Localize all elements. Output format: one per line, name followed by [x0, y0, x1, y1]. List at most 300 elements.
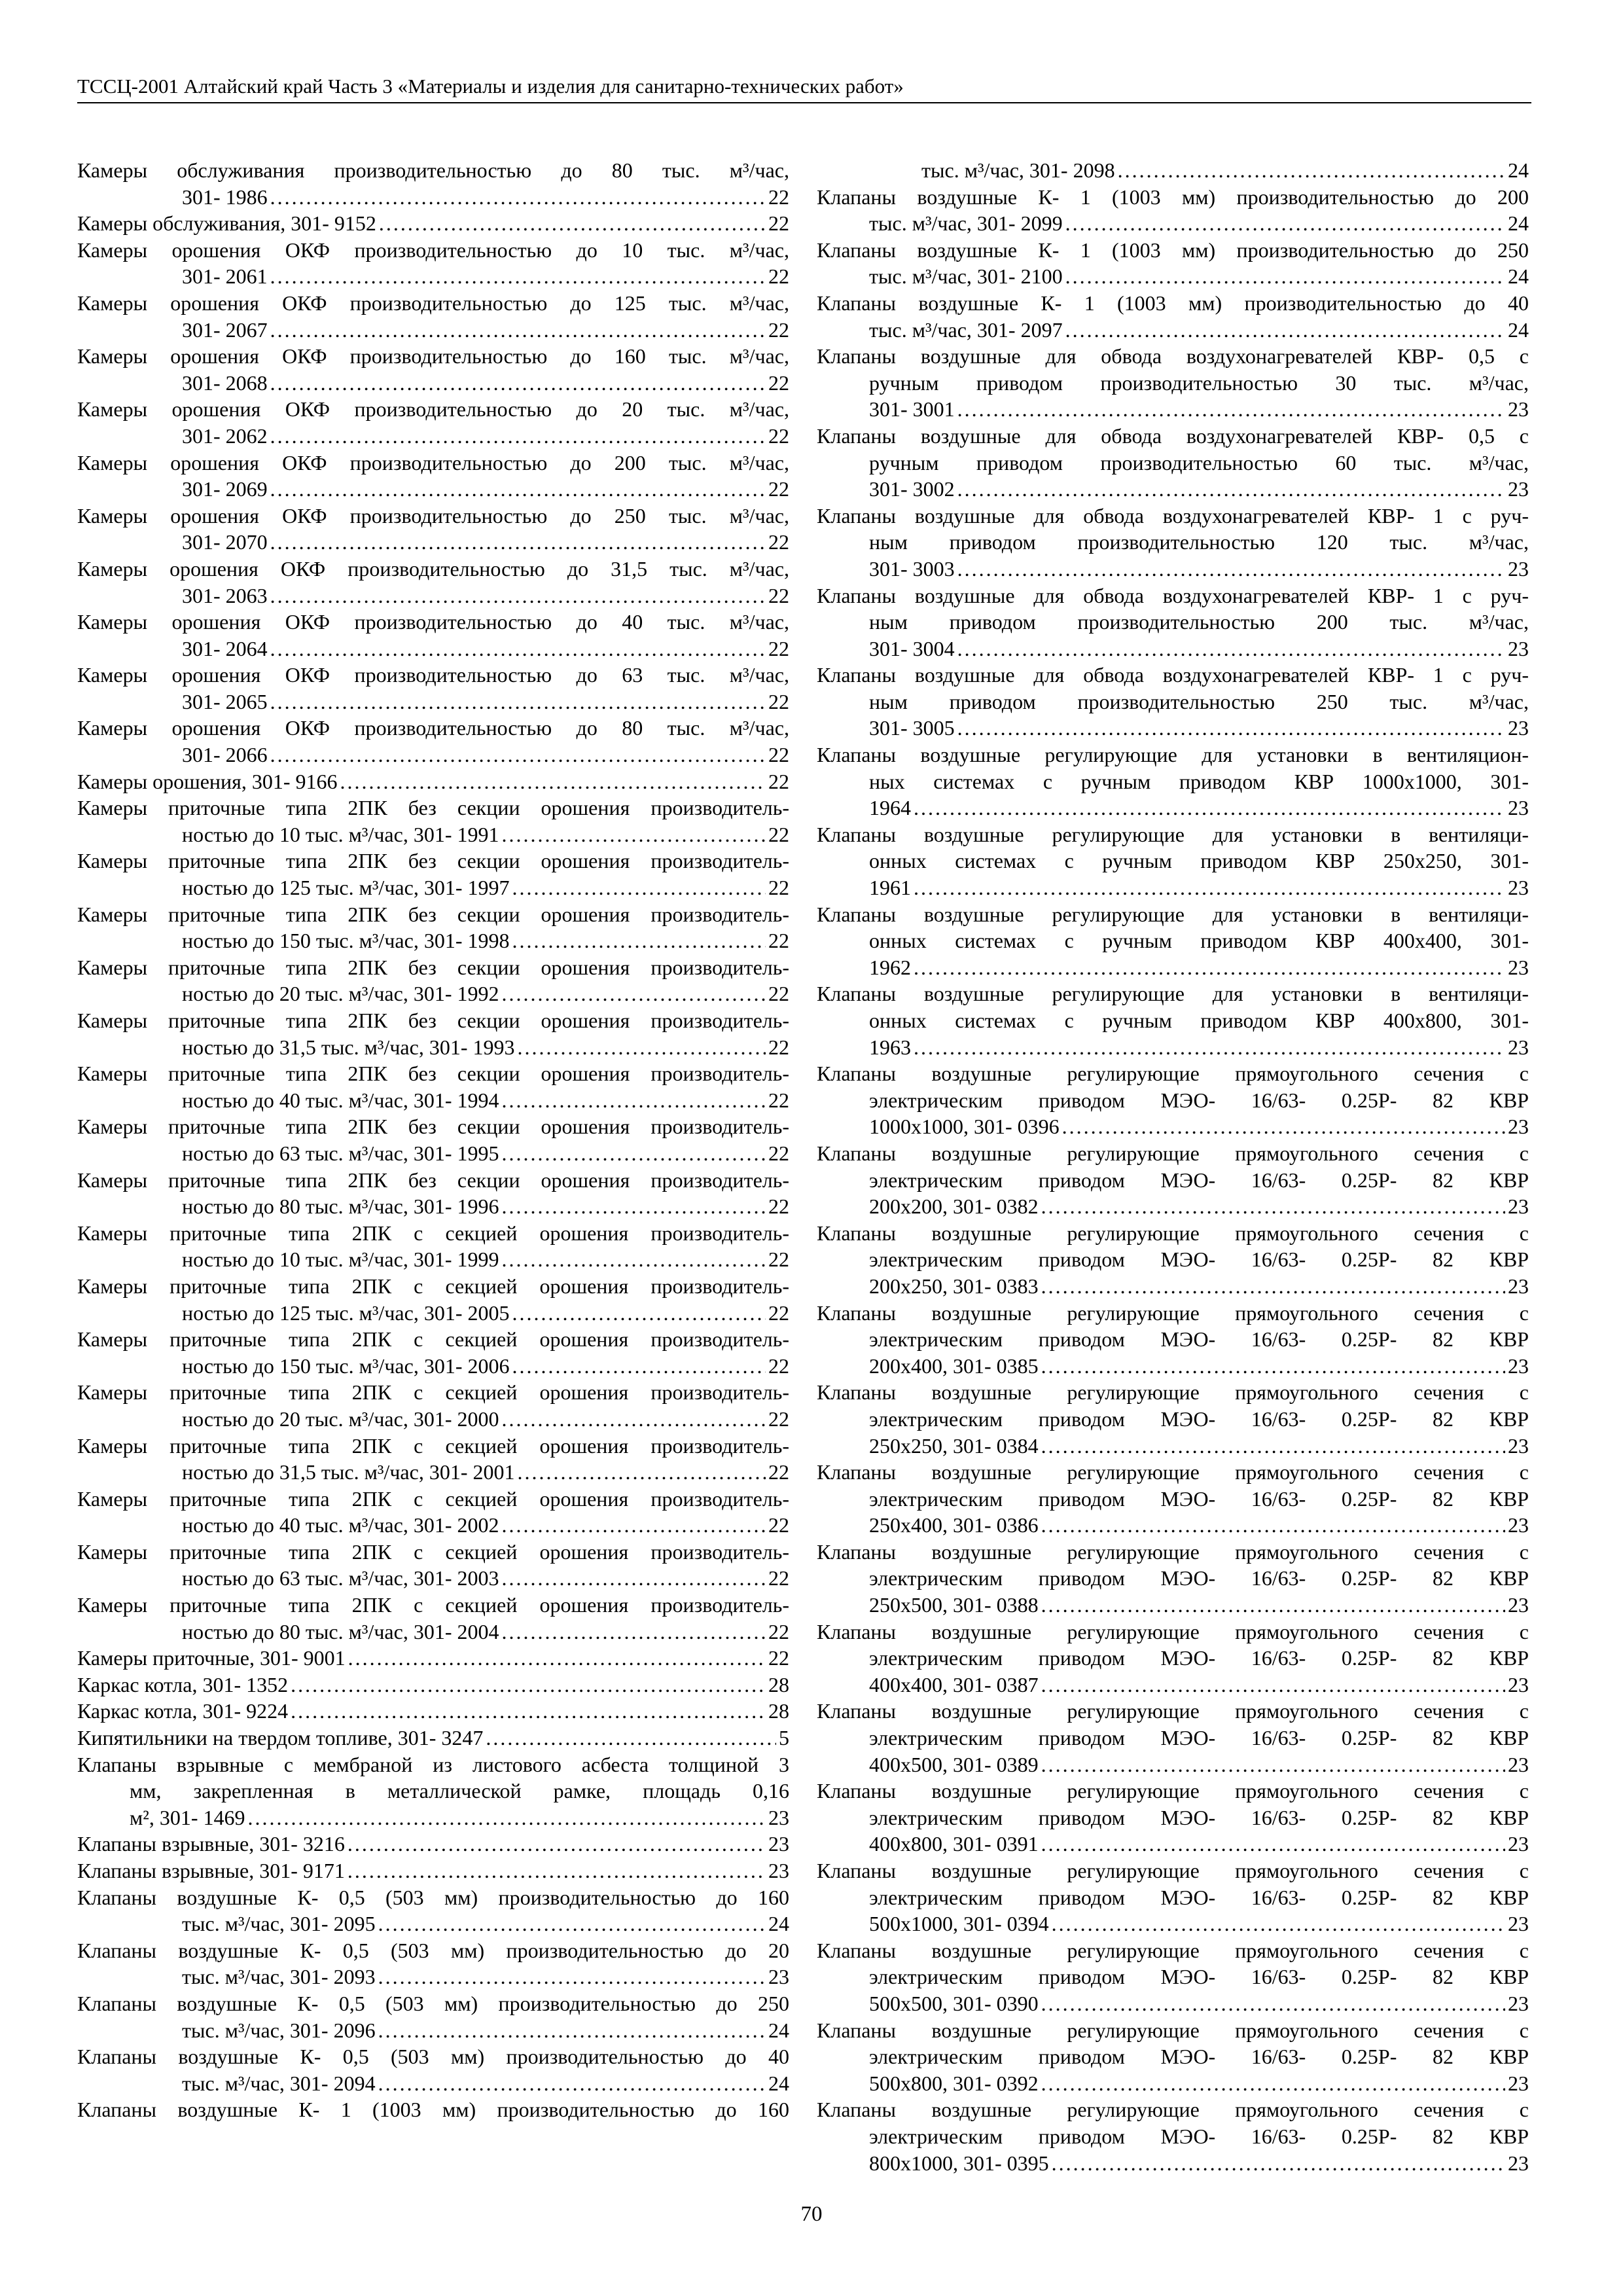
index-entry-line: мм, закрепленная в металлической рамке, площадь 0,16 — [130, 1779, 789, 1803]
index-entry-last-line — [182, 821, 789, 848]
index-entry-page: 23 — [1508, 1752, 1529, 1776]
index-entry-text: 301- 3001 — [869, 397, 955, 422]
index-entry-text: ностью до 125 тыс. м³/час, 301- 1997 — [182, 876, 510, 900]
index-entry-last-line — [182, 1459, 789, 1486]
index-entry-last-line — [869, 954, 1529, 981]
index-entry-text: тыс. м³/час, 301- 2098 — [921, 158, 1115, 182]
index-entry-text: 1000х1000, 301- 0396 — [869, 1115, 1060, 1139]
index-entry-line: Клапаны воздушные К- 0,5 (503 мм) производительностью до 20 — [77, 1938, 789, 1962]
index-entry-line: Камеры орошения ОКФ производительностью до 63 тыс. м³/час, — [77, 663, 789, 687]
index-entry-page: 22 — [768, 1460, 789, 1484]
index-entry-line: ных системах с ручным приводом КВР 1000х1000, 301- — [869, 769, 1529, 793]
index-entry-page: 23 — [768, 1832, 789, 1856]
index-entry-text: 500х1000, 301- 0394 — [869, 1912, 1049, 1936]
index-entry-line: Камеры орошения ОКФ производительностью до 20 тыс. м³/час, — [77, 397, 789, 422]
index-entry-page: 22 — [768, 929, 789, 953]
index-entry-line: Клапаны воздушные для обвода воздухонагревателей КВР- 0,5 с — [817, 423, 1529, 448]
index-entry-line: Камеры приточные типа 2ПК без секции орошения производитель- — [77, 1062, 789, 1086]
index-entry-line: Клапаны воздушные К- 1 (1003 мм) производительностью до 40 — [817, 291, 1529, 315]
index-entry — [77, 1379, 789, 1432]
index-entry-line: Камеры приточные типа 2ПК без секции орошения производитель- — [77, 1009, 789, 1032]
index-entry-page: 22 — [768, 423, 789, 448]
index-entry-page: 22 — [768, 636, 789, 660]
index-entry-line: Клапаны воздушные для обвода воздухонагревателей КВР- 1 с руч- — [817, 663, 1529, 687]
index-entry-page: 22 — [768, 1566, 789, 1590]
index-entry-text: 1964 — [869, 796, 911, 820]
index-entry-page: 22 — [768, 1300, 789, 1325]
index-entry-page: 23 — [1508, 1513, 1529, 1537]
index-entry-text: 301- 2070 — [182, 530, 268, 554]
index-entry-text: тыс. м³/час, 301- 2099 — [869, 211, 1063, 236]
index-entry-page: 28 — [768, 1672, 789, 1696]
index-entry-text: тыс. м³/час, 301- 2093 — [182, 1965, 376, 1989]
leader-dots — [501, 1087, 766, 1114]
index-entry-last-line — [182, 1910, 789, 1937]
leader-dots — [1062, 1113, 1505, 1140]
index-entry-page: 23 — [1508, 556, 1529, 581]
index-entry-line: Камеры приточные типа 2ПК с секцией орошения производитель- — [77, 1327, 789, 1352]
index-entry-last-line — [869, 263, 1529, 290]
index-entry — [77, 1433, 789, 1486]
index-entry-page: 22 — [768, 769, 789, 793]
index-entry-text: ностью до 80 тыс. м³/час, 301- 1996 — [182, 1194, 499, 1219]
index-entry-page: 22 — [768, 185, 789, 209]
index-entry-last-line — [869, 1831, 1529, 1857]
index-entry-text: 1961 — [869, 876, 911, 900]
index-entry-line: Клапаны воздушные для обвода воздухонагревателей КВР- 1 с руч- — [817, 503, 1529, 528]
leader-dots — [1041, 2070, 1505, 2097]
index-entry-page: 22 — [768, 1646, 789, 1670]
index-entry-page: 22 — [768, 1035, 789, 1059]
index-entry — [77, 795, 789, 848]
index-entry-last-line — [869, 1751, 1529, 1778]
index-entry-text: 301- 2067 — [182, 317, 268, 342]
index-entry — [77, 2096, 789, 2123]
index-entry-last-line — [182, 423, 789, 450]
index-entry-page: 23 — [1508, 2071, 1529, 2095]
index-entry-page: 24 — [1508, 317, 1529, 342]
index-entry-line: электрическим приводом МЭО- 16/63- 0.25Р- 82 КВР — [869, 1885, 1529, 1909]
index-entry-text: ностью до 150 тыс. м³/час, 301- 1998 — [182, 929, 510, 953]
index-entry-last-line — [182, 1353, 789, 1380]
leader-dots — [501, 821, 766, 848]
leader-dots — [270, 423, 766, 450]
index-entry — [817, 1857, 1529, 1937]
index-entry — [817, 423, 1529, 503]
index-entry-last-line — [869, 1193, 1529, 1220]
index-entry-text: 301- 2064 — [182, 636, 268, 660]
index-entry-line: Камеры орошения ОКФ производительностью до 160 тыс. м³/час, — [77, 344, 789, 368]
index-entry-last-line — [869, 1512, 1529, 1539]
leader-dots — [1041, 1831, 1505, 1857]
index-entry-text: Кипятильники на твердом топливе, 301- 3247 — [77, 1726, 484, 1750]
index-entry-page: 23 — [1508, 1912, 1529, 1936]
index-entry — [77, 1007, 789, 1060]
leader-dots — [1041, 1672, 1505, 1698]
index-entry-text: ностью до 63 тыс. м³/час, 301- 1995 — [182, 1141, 499, 1165]
index-entry — [817, 1220, 1529, 1300]
index-entry — [817, 503, 1529, 583]
index-entry-line: Камеры приточные типа 2ПК без секции орошения производитель- — [77, 849, 789, 873]
leader-dots — [957, 396, 1505, 423]
index-entry-line: Клапаны воздушные регулирующие для установки в вентиляци- — [817, 982, 1529, 1006]
index-entry — [77, 1698, 789, 1725]
index-entry-text: Каркас котла, 301- 1352 — [77, 1672, 289, 1696]
index-entry-last-line — [182, 1087, 789, 1114]
index-entry-text: 301- 2063 — [182, 583, 268, 607]
index-entry-line: Камеры обслуживания производительностью до 80 тыс. м³/час, — [77, 158, 789, 182]
index-entry-page: 22 — [768, 1141, 789, 1165]
leader-dots — [512, 1300, 766, 1327]
index-entry-last-line — [77, 210, 789, 237]
index-entry-last-line — [869, 1592, 1529, 1619]
leader-dots — [1065, 263, 1505, 290]
index-entry — [77, 1592, 789, 1645]
index-entry-page: 22 — [768, 1194, 789, 1219]
index-entry-last-line — [869, 317, 1529, 344]
index-entry-line: Клапаны воздушные для обвода воздухонагревателей КВР- 0,5 с — [817, 344, 1529, 368]
index-entry-last-line — [182, 1406, 789, 1433]
index-entry-page: 23 — [1508, 1991, 1529, 2015]
index-entry — [77, 1751, 789, 1831]
index-entry-page: 23 — [1508, 1115, 1529, 1139]
index-entry-last-line — [869, 1910, 1529, 1937]
leader-dots — [1041, 1751, 1505, 1778]
index-entry — [77, 1884, 789, 1937]
leader-dots — [270, 636, 766, 662]
index-entry — [77, 237, 789, 290]
index-entry-text: 301- 2061 — [182, 264, 268, 289]
index-entry-page: 22 — [768, 1407, 789, 1431]
index-entry-line: Клапаны воздушные К- 1 (1003 мм) производительностью до 200 — [817, 185, 1529, 209]
index-entry-page: 24 — [1508, 264, 1529, 289]
index-entry-text: 400х800, 301- 0391 — [869, 1832, 1039, 1856]
index-entry-text: 301- 3002 — [869, 477, 955, 501]
index-entry-line: электрическим приводом МЭО- 16/63- 0.25Р- 82 КВР — [869, 2124, 1529, 2148]
index-entry-line: Клапаны воздушные регулирующие прямоугольного сечения с — [817, 1062, 1529, 1086]
index-entry-last-line — [869, 2070, 1529, 2097]
index-entry-line: Камеры орошения ОКФ производительностью до 40 тыс. м³/час, — [77, 610, 789, 634]
index-entry-last-line — [77, 1725, 789, 1751]
leader-dots — [270, 529, 766, 556]
index-entry-text: ностью до 31,5 тыс. м³/час, 301- 1993 — [182, 1035, 515, 1059]
index-entry-text: 301- 2062 — [182, 423, 268, 448]
index-entry-last-line — [869, 1034, 1529, 1061]
index-entry — [817, 1619, 1529, 1698]
index-entry-page: 22 — [768, 1354, 789, 1378]
index-entry-line: Клапаны воздушные регулирующие прямоугольного сечения с — [817, 1300, 1529, 1325]
index-entry-line: Клапаны воздушные регулирующие прямоугольного сечения с — [817, 1460, 1529, 1484]
index-entry — [77, 1539, 789, 1592]
index-entry-last-line — [869, 476, 1529, 503]
index-entry-page: 24 — [768, 1912, 789, 1936]
index-entry — [77, 1273, 789, 1326]
index-entry-line: ным приводом производительностью 200 тыс. м³/час, — [869, 610, 1529, 634]
leader-dots — [517, 1034, 766, 1061]
leader-dots — [270, 370, 766, 397]
index-entry-page: 23 — [1508, 1035, 1529, 1059]
index-entry-line: ручным приводом производительностью 30 тыс. м³/час, — [869, 370, 1529, 395]
index-entry-page: 22 — [768, 1247, 789, 1272]
index-entry-page: 22 — [768, 822, 789, 846]
index-entry-text: ностью до 150 тыс. м³/час, 301- 2006 — [182, 1354, 510, 1378]
index-entry-line: Камеры орошения ОКФ производительностью до 200 тыс. м³/час, — [77, 450, 789, 475]
index-entry-line: Камеры приточные типа 2ПК с секцией орошения производитель- — [77, 1221, 789, 1245]
index-entry-page: 22 — [768, 1088, 789, 1112]
index-entry-text: тыс. м³/час, 301- 2096 — [182, 2018, 376, 2042]
index-entry-page: 24 — [1508, 211, 1529, 236]
index-entry — [817, 343, 1529, 423]
index-entry-text: тыс. м³/час, 301- 2095 — [182, 1912, 376, 1936]
index-entry-text: ностью до 40 тыс. м³/час, 301- 1994 — [182, 1088, 499, 1112]
index-entry — [817, 1300, 1529, 1380]
leader-dots — [270, 476, 766, 503]
leader-dots — [1041, 1512, 1505, 1539]
index-entry-last-line — [182, 476, 789, 503]
index-entry — [817, 1778, 1529, 1857]
index-entry-page: 22 — [768, 1619, 789, 1643]
index-entry — [77, 954, 789, 1007]
leader-dots — [379, 210, 766, 237]
leader-dots — [501, 1565, 766, 1592]
leader-dots — [914, 874, 1505, 901]
index-entry-last-line — [182, 1619, 789, 1645]
index-entry-last-line — [182, 2070, 789, 2097]
leader-dots — [270, 583, 766, 609]
leader-dots — [1118, 157, 1505, 184]
index-entry-last-line — [182, 1964, 789, 1990]
leader-dots — [1041, 1990, 1505, 2017]
index-entry-line: Камеры приточные типа 2ПК без секции орошения производитель- — [77, 902, 789, 926]
index-entry — [817, 237, 1529, 290]
index-entry — [77, 450, 789, 503]
index-entry — [817, 1459, 1529, 1539]
index-column-left — [77, 157, 789, 2123]
index-entry — [817, 1060, 1529, 1140]
index-entry-line: Клапаны воздушные регулирующие прямоугольного сечения с — [817, 1779, 1529, 1803]
index-entry-page: 22 — [768, 689, 789, 713]
index-entry-last-line — [77, 1857, 789, 1884]
index-entry-last-line — [182, 874, 789, 901]
index-entry — [817, 184, 1529, 237]
index-entry-last-line — [182, 1565, 789, 1592]
index-entry-text: 400х400, 301- 0387 — [869, 1672, 1039, 1696]
index-entry-text: тыс. м³/час, 301- 2094 — [182, 2071, 376, 2095]
index-entry-page: 23 — [1508, 796, 1529, 820]
index-entry-page: 22 — [768, 264, 789, 289]
index-entry-last-line — [182, 529, 789, 556]
index-entry — [77, 396, 789, 449]
index-entry-line: Клапаны воздушные регулирующие прямоугольного сечения с — [817, 2098, 1529, 2122]
index-entry-last-line — [182, 1246, 789, 1273]
index-entry — [817, 1698, 1529, 1778]
index-entry — [77, 1167, 789, 1220]
index-entry-page: 23 — [1508, 716, 1529, 740]
index-entry-last-line — [182, 636, 789, 662]
index-entry — [817, 290, 1529, 343]
index-entry-line: Камеры приточные типа 2ПК с секцией орошения производитель- — [77, 1274, 789, 1298]
index-entry-text: 200х400, 301- 0385 — [869, 1354, 1039, 1378]
index-entry-page: 23 — [1508, 955, 1529, 979]
index-entry-line: Клапаны воздушные регулирующие прямоугольного сечения с — [817, 1859, 1529, 1882]
index-entry-page: 22 — [768, 530, 789, 554]
index-entry — [77, 1060, 789, 1113]
leader-dots — [1041, 1592, 1505, 1619]
leader-dots — [1041, 1433, 1505, 1460]
index-entry-text: 1963 — [869, 1035, 911, 1059]
index-entry-line: Клапаны воздушные К- 0,5 (503 мм) производительностью до 250 — [77, 1991, 789, 2015]
index-entry-page: 23 — [1508, 1433, 1529, 1458]
index-entry-page: 22 — [768, 876, 789, 900]
index-entry-line: электрическим приводом МЭО- 16/63- 0.25Р- 82 КВР — [869, 1407, 1529, 1431]
index-entry-last-line — [182, 370, 789, 397]
index-entry-page: 23 — [1508, 1672, 1529, 1696]
index-entry-line: электрическим приводом МЭО- 16/63- 0.25Р- 82 КВР — [869, 2045, 1529, 2069]
index-entry-text: 400х500, 301- 0389 — [869, 1752, 1039, 1776]
index-entry-text: 250х250, 301- 0384 — [869, 1433, 1039, 1458]
index-entry — [77, 1113, 789, 1166]
leader-dots — [501, 1140, 766, 1167]
index-entry-line: Клапаны воздушные регулирующие прямоугольного сечения с — [817, 2018, 1529, 2042]
index-entry-page: 23 — [1508, 1194, 1529, 1219]
index-entry-line: Клапаны воздушные регулирующие прямоугольного сечения с — [817, 1141, 1529, 1165]
index-entry — [817, 157, 1529, 184]
index-entry — [817, 742, 1529, 821]
index-entry-page: 24 — [1508, 158, 1529, 182]
index-entry-line: Клапаны воздушные регулирующие прямоугольного сечения с — [817, 1619, 1529, 1643]
leader-dots — [270, 317, 766, 344]
index-entry-text: 1962 — [869, 955, 911, 979]
leader-dots — [378, 2070, 766, 2097]
leader-dots — [378, 1964, 766, 1990]
index-entry-text: ностью до 31,5 тыс. м³/час, 301- 2001 — [182, 1460, 515, 1484]
index-entry — [77, 1857, 789, 1884]
index-entry-text: 301- 3004 — [869, 636, 955, 660]
index-entry-page: 23 — [1508, 1274, 1529, 1298]
index-entry-last-line — [182, 980, 789, 1007]
index-entry — [77, 1486, 789, 1539]
index-entry-line: Клапаны воздушные К- 1 (1003 мм) производительностью до 160 — [77, 2098, 789, 2122]
index-entry — [77, 343, 789, 396]
index-entry-last-line — [182, 1193, 789, 1220]
index-entry — [817, 821, 1529, 901]
index-column-right — [817, 157, 1529, 2176]
index-entry-line: Камеры приточные типа 2ПК без секции орошения производитель- — [77, 1115, 789, 1139]
index-entry-line: Клапаны воздушные для обвода воздухонагревателей КВР- 1 с руч- — [817, 583, 1529, 607]
index-entry-line: Клапаны воздушные регулирующие прямоугольного сечения с — [817, 1221, 1529, 1245]
index-entry-text: 800х1000, 301- 0395 — [869, 2151, 1049, 2175]
index-entry-text: 301- 2069 — [182, 477, 268, 501]
index-entry-line: Клапаны воздушные регулирующие для установки в вентиляци- — [817, 902, 1529, 926]
index-entry-text: Камеры приточные, 301- 9001 — [77, 1646, 346, 1670]
leader-dots — [248, 1804, 766, 1831]
index-entry-last-line — [869, 1353, 1529, 1380]
index-entry-last-line — [869, 1990, 1529, 2017]
index-entry-text: 500х800, 301- 0392 — [869, 2071, 1039, 2095]
index-entry-text: ностью до 20 тыс. м³/час, 301- 1992 — [182, 982, 499, 1006]
index-entry — [77, 556, 789, 609]
leader-dots — [348, 1831, 766, 1857]
index-entry-last-line — [182, 263, 789, 290]
leader-dots — [501, 980, 766, 1007]
leader-dots — [501, 1246, 766, 1273]
index-entry-last-line — [869, 556, 1529, 583]
index-entry — [77, 662, 789, 715]
leader-dots — [517, 1459, 766, 1486]
index-entry-line: Камеры орошения ОКФ производительностью до 10 тыс. м³/час, — [77, 238, 789, 262]
index-entry — [817, 662, 1529, 742]
leader-dots — [1065, 210, 1505, 237]
index-entry-text: м², 301- 1469 — [130, 1805, 245, 1829]
index-entry-page: 22 — [768, 743, 789, 767]
index-entry-line: Камеры приточные типа 2ПК без секции орошения производитель- — [77, 1168, 789, 1192]
leader-dots — [957, 715, 1505, 742]
index-entry-page: 23 — [1508, 636, 1529, 660]
index-entry — [77, 768, 789, 795]
index-entry — [77, 1645, 789, 1672]
index-entry — [77, 1725, 789, 1751]
leader-dots — [957, 636, 1505, 662]
index-entry-line: Клапаны взрывные с мембраной из листового асбеста толщиной 3 — [77, 1752, 789, 1776]
index-entry — [77, 1831, 789, 1857]
index-entry-line: Клапаны воздушные К- 1 (1003 мм) производительностью до 250 — [817, 238, 1529, 262]
leader-dots — [1041, 1273, 1505, 1300]
index-entry-line: Камеры орошения ОКФ производительностью до 250 тыс. м³/час, — [77, 503, 789, 528]
leader-dots — [501, 1406, 766, 1433]
leader-dots — [1065, 317, 1505, 344]
leader-dots — [291, 1698, 766, 1725]
index-entry-text: ностью до 80 тыс. м³/час, 301- 2004 — [182, 1619, 499, 1643]
leader-dots — [340, 768, 766, 795]
index-entry-page: 23 — [768, 1805, 789, 1829]
index-entry-last-line — [869, 210, 1529, 237]
index-entry-text: тыс. м³/час, 301- 2097 — [869, 317, 1063, 342]
index-entry-line: электрическим приводом МЭО- 16/63- 0.25Р- 82 КВР — [869, 1566, 1529, 1590]
index-entry-line: Клапаны воздушные К- 0,5 (503 мм) производительностью до 160 — [77, 1885, 789, 1909]
index-entry-last-line — [182, 689, 789, 715]
index-entry-text: 500х500, 301- 0390 — [869, 1991, 1039, 2015]
index-entry-last-line — [869, 396, 1529, 423]
index-entry-text: 301- 2065 — [182, 689, 268, 713]
leader-dots — [512, 874, 766, 901]
index-entry-line: Камеры орошения ОКФ производительностью до 125 тыс. м³/час, — [77, 291, 789, 315]
index-entry — [77, 290, 789, 343]
index-entry — [77, 848, 789, 901]
index-entry-last-line — [869, 1672, 1529, 1698]
index-entry — [77, 157, 789, 210]
index-entry — [77, 1672, 789, 1698]
index-entry-page: 22 — [768, 370, 789, 395]
index-entry-text: 200х250, 301- 0383 — [869, 1274, 1039, 1298]
index-entry-text: ностью до 40 тыс. м³/час, 301- 2002 — [182, 1513, 499, 1537]
index-entry-last-line — [921, 157, 1529, 184]
index-entry — [817, 2017, 1529, 2097]
index-entry-line: Камеры приточные типа 2ПК с секцией орошения производитель- — [77, 1539, 789, 1564]
index-entry-page: 23 — [768, 1965, 789, 1989]
index-entry-last-line — [77, 1645, 789, 1672]
index-entry-text: 301- 3003 — [869, 556, 955, 581]
index-entry-last-line — [182, 583, 789, 609]
index-entry — [817, 583, 1529, 662]
index-entry-last-line — [869, 2150, 1529, 2177]
index-entry — [77, 715, 789, 768]
index-entry-line: ным приводом производительностью 120 тыс. м³/час, — [869, 530, 1529, 554]
index-entry-page: 23 — [1508, 876, 1529, 900]
index-entry-line: электрическим приводом МЭО- 16/63- 0.25Р- 82 КВР — [869, 1486, 1529, 1511]
index-entry — [77, 901, 789, 954]
leader-dots — [486, 1725, 776, 1751]
index-entry — [77, 609, 789, 662]
